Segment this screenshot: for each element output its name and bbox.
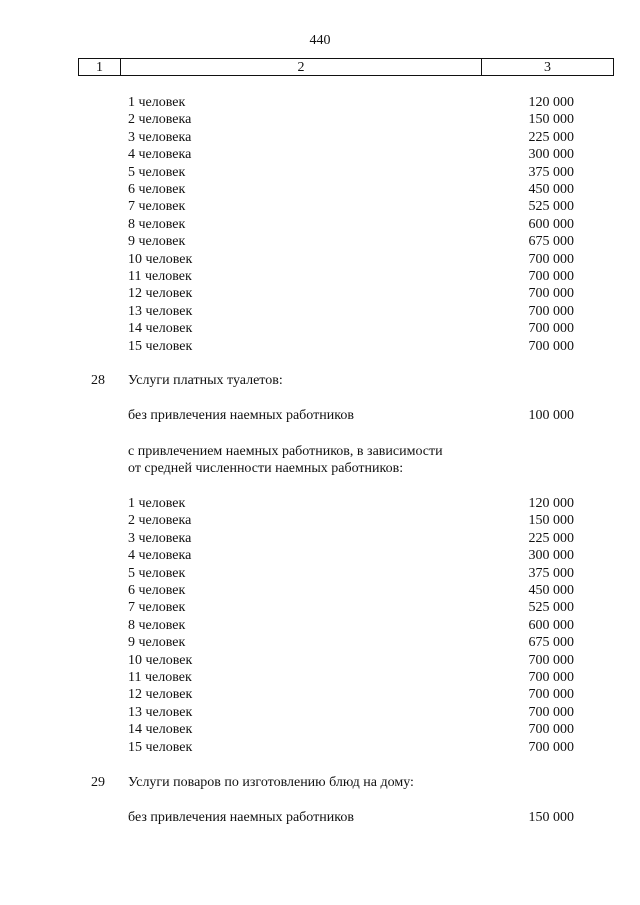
row-label: 13 человек <box>128 303 193 319</box>
with-hired-text-line <box>0 460 640 477</box>
row-value: 700 000 <box>528 321 574 337</box>
list-item <box>0 268 640 285</box>
paragraph-text: с привлечением наемных работников, в зависимости <box>128 444 443 459</box>
list-item <box>0 530 640 547</box>
list-item <box>0 512 640 529</box>
row-value: 225 000 <box>528 530 574 546</box>
list-item <box>0 565 640 582</box>
row-value: 700 000 <box>528 338 574 354</box>
list-item <box>0 320 640 337</box>
row-label: 2 человека <box>128 513 192 529</box>
row-value: 600 000 <box>528 216 574 232</box>
list-item <box>0 111 640 128</box>
list-item <box>0 303 640 320</box>
row-value: 120 000 <box>528 95 574 110</box>
row-value: 700 000 <box>528 739 574 755</box>
row-value: 375 000 <box>528 164 574 180</box>
list-item <box>0 251 640 268</box>
list-item <box>0 547 640 564</box>
list-item <box>0 216 640 233</box>
without-hired-row <box>0 407 640 424</box>
row-label: 4 человека <box>128 548 192 564</box>
row-label: 5 человек <box>128 164 186 180</box>
page-number: 440 <box>309 33 331 48</box>
row-label: 15 человек <box>128 739 193 755</box>
list-item <box>0 338 640 355</box>
column-header-3: 3 <box>482 59 614 76</box>
list-item <box>0 704 640 721</box>
row-value: 150 000 <box>528 810 574 825</box>
row-value: 150 000 <box>528 112 574 128</box>
row-value: 450 000 <box>528 182 574 197</box>
row-label: 2 человека <box>128 112 192 128</box>
row-value: 525 000 <box>528 199 574 215</box>
row-label: 4 человека <box>128 147 192 163</box>
row-label: 12 человек <box>128 687 193 703</box>
row-value: 675 000 <box>528 635 574 651</box>
section-heading <box>0 774 640 791</box>
row-value: 300 000 <box>528 548 574 564</box>
row-value: 700 000 <box>528 303 574 319</box>
section-number: 28 <box>91 373 105 388</box>
row-label: 11 человек <box>128 269 192 284</box>
list-item <box>0 739 640 756</box>
row-value: 450 000 <box>528 583 574 598</box>
list-item <box>0 198 640 215</box>
list-item <box>0 617 640 634</box>
row-value: 150 000 <box>528 513 574 529</box>
row-label: 10 человек <box>128 251 193 267</box>
list-item <box>0 181 640 198</box>
row-value: 700 000 <box>528 251 574 267</box>
section-number: 29 <box>91 775 105 790</box>
row-value: 600 000 <box>528 617 574 633</box>
row-value: 300 000 <box>528 147 574 163</box>
list-item <box>0 164 640 181</box>
row-label: 3 человека <box>128 530 192 546</box>
row-label: 12 человек <box>128 286 193 302</box>
row-label: 15 человек <box>128 338 193 354</box>
row-value: 525 000 <box>528 600 574 616</box>
row-label: 11 человек <box>128 670 192 685</box>
list-item <box>0 233 640 250</box>
row-label: 10 человек <box>128 652 193 668</box>
row-label: без привлечения наемных работников <box>128 408 354 423</box>
without-hired-row <box>0 809 640 826</box>
row-label: 3 человека <box>128 129 192 145</box>
row-value: 700 000 <box>528 670 574 685</box>
row-value: 700 000 <box>528 722 574 738</box>
row-label: 1 человек <box>128 95 186 110</box>
row-label: 5 человек <box>128 565 186 581</box>
list-item <box>0 582 640 599</box>
row-label: 13 человек <box>128 704 193 720</box>
row-label: 6 человек <box>128 583 186 598</box>
section-title: Услуги поваров по изготовлению блюд на дому: <box>128 775 414 790</box>
list-item <box>0 652 640 669</box>
row-label: 7 человек <box>128 199 186 215</box>
row-label: 7 человек <box>128 600 186 616</box>
section-title: Услуги платных туалетов: <box>128 373 283 388</box>
row-label: 9 человек <box>128 635 186 651</box>
row-label: 8 человек <box>128 216 186 232</box>
list-item <box>0 94 640 111</box>
row-value: 375 000 <box>528 565 574 581</box>
column-header-1: 1 <box>79 59 121 76</box>
row-value: 700 000 <box>528 269 574 284</box>
row-value: 225 000 <box>528 129 574 145</box>
row-label: 6 человек <box>128 182 186 197</box>
with-hired-text-line <box>0 443 640 460</box>
row-value: 120 000 <box>528 496 574 511</box>
paragraph-text: от средней численности наемных работников: <box>128 461 404 477</box>
list-item <box>0 669 640 686</box>
row-value: 700 000 <box>528 286 574 302</box>
list-item <box>0 129 640 146</box>
list-item <box>0 285 640 302</box>
row-value: 700 000 <box>528 687 574 703</box>
list-item <box>0 599 640 616</box>
row-value: 700 000 <box>528 704 574 720</box>
list-item <box>0 686 640 703</box>
list-item <box>0 634 640 651</box>
column-header-2: 2 <box>121 59 482 76</box>
row-value: 675 000 <box>528 234 574 250</box>
row-label: 14 человек <box>128 321 193 337</box>
list-item <box>0 495 640 512</box>
row-label: без привлечения наемных работников <box>128 810 354 825</box>
row-value: 700 000 <box>528 652 574 668</box>
list-item <box>0 146 640 163</box>
row-value: 100 000 <box>528 408 574 423</box>
section-heading <box>0 372 640 389</box>
row-label: 9 человек <box>128 234 186 250</box>
row-label: 8 человек <box>128 617 186 633</box>
row-label: 1 человек <box>128 496 186 511</box>
column-header-table <box>78 58 614 76</box>
list-item <box>0 721 640 738</box>
row-label: 14 человек <box>128 722 193 738</box>
